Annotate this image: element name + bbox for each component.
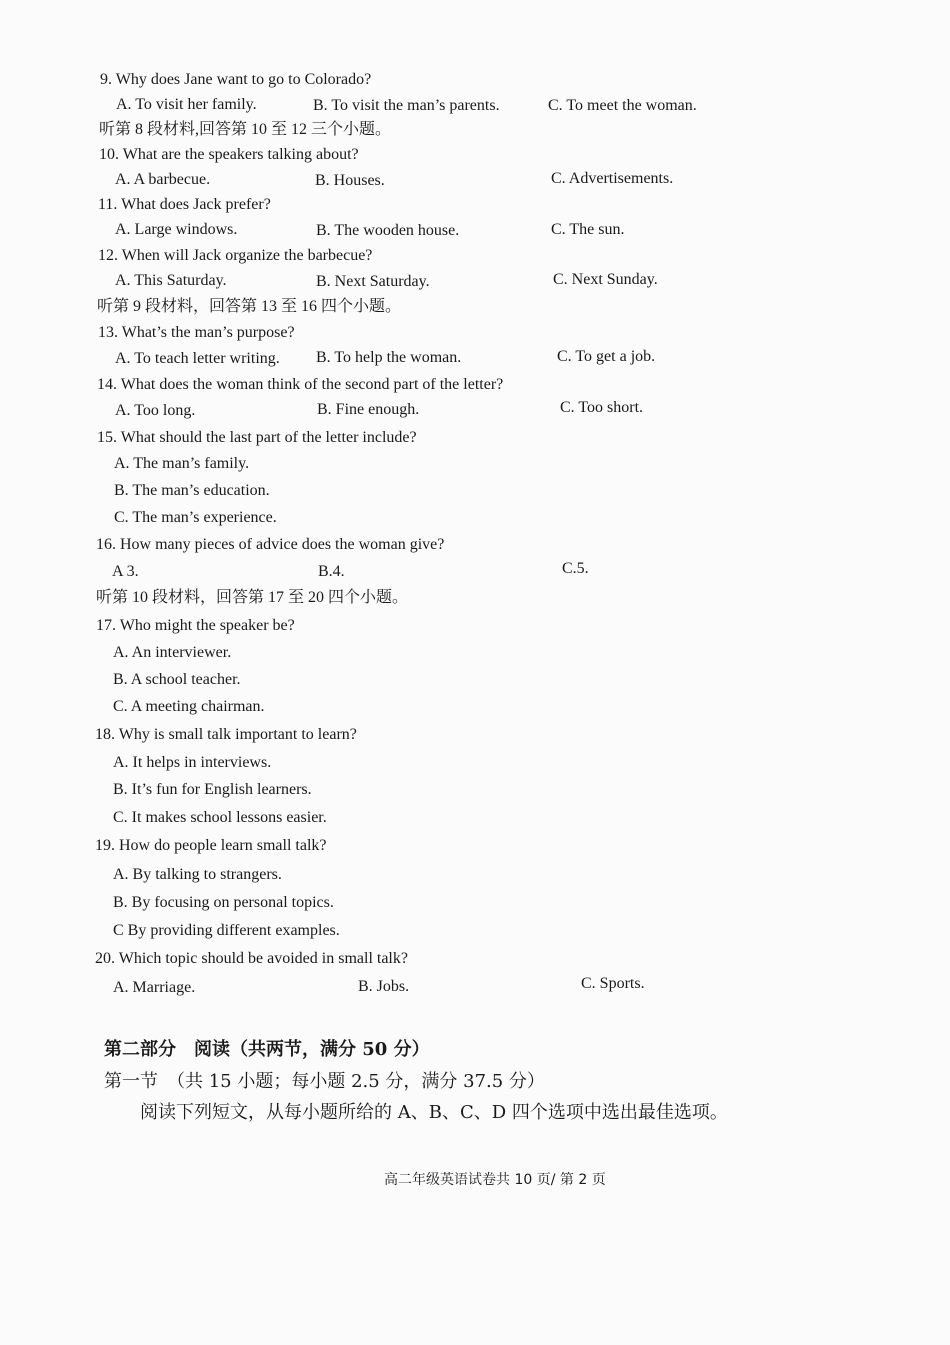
question-13-stem: 13. What’s the man’s purpose? (98, 324, 295, 341)
question-20-option-b: B. Jobs. (358, 978, 410, 995)
question-19-option-b: B. By focusing on personal topics. (113, 894, 334, 911)
question-10-option-b: B. Houses. (315, 172, 385, 189)
question-18-option-a: A. It helps in interviews. (113, 754, 272, 771)
question-15-option-a: A. The man’s family. (114, 455, 250, 472)
question-13-option-b: B. To help the woman. (316, 349, 462, 366)
question-20-stem: 20. Which topic should be avoided in small talk? (95, 950, 408, 967)
question-19-option-c: C By providing different examples. (113, 922, 340, 939)
question-18-option-c: C. It makes school lessons easier. (113, 809, 327, 826)
section-10-header: 听第 10 段材料，回答第 17 至 20 四个小题。 (96, 589, 409, 606)
question-16-option-a: A 3. (112, 563, 139, 580)
question-14-stem: 14. What does the woman think of the second part of the letter? (97, 376, 504, 393)
question-9-option-c: C. To meet the woman. (548, 97, 697, 114)
question-12-stem: 12. When will Jack organize the barbecue? (98, 247, 373, 264)
question-17-option-c: C. A meeting chairman. (113, 698, 265, 715)
question-18-option-b: B. It’s fun for English learners. (113, 781, 312, 798)
part-2-instruction: 阅读下列短文，从每小题所给的 A、B、C、D 四个选项中选出最佳选项。 (140, 1102, 728, 1123)
question-11-option-a: A. Large windows. (115, 221, 238, 238)
question-11-stem: 11. What does Jack prefer? (98, 196, 271, 213)
question-17-option-b: B. A school teacher. (113, 671, 241, 688)
question-16-stem: 16. How many pieces of advice does the woman give? (96, 536, 445, 553)
question-13-option-a: A. To teach letter writing. (115, 350, 280, 367)
question-12-option-b: B. Next Saturday. (316, 273, 430, 290)
question-10-stem: 10. What are the speakers talking about? (99, 146, 359, 163)
question-12-option-c: C. Next Sunday. (553, 271, 658, 288)
question-20-option-a: A. Marriage. (113, 979, 196, 996)
question-18-stem: 18. Why is small talk important to learn? (95, 726, 357, 743)
question-15-stem: 15. What should the last part of the letter include? (97, 429, 417, 446)
question-16-option-c: C.5. (562, 560, 589, 577)
section-8-header: 听第 8 段材料,回答第 10 至 12 三个小题。 (99, 121, 392, 138)
question-12-option-a: A. This Saturday. (115, 272, 227, 289)
question-9-option-b: B. To visit the man’s parents. (313, 97, 500, 114)
question-11-option-b: B. The wooden house. (316, 222, 460, 239)
question-10-option-c: C. Advertisements. (551, 170, 674, 187)
question-14-option-b: B. Fine enough. (317, 401, 420, 418)
question-9-option-a: A. To visit her family. (116, 96, 257, 113)
question-15-option-b: B. The man’s education. (114, 482, 270, 499)
section-9-header: 听第 9 段材料，回答第 13 至 16 四个小题。 (97, 298, 402, 315)
question-19-option-a: A. By talking to strangers. (113, 866, 282, 883)
question-20-option-c: C. Sports. (581, 975, 645, 992)
part-2-section-1-header: 第一节 （共 15 小题；每小题 2.5 分，满分 37.5 分） (104, 1071, 545, 1092)
part-2-title: 第二部分 阅读（共两节，满分 50 分） (104, 1039, 430, 1060)
question-15-option-c: C. The man’s experience. (114, 509, 277, 526)
question-16-option-b: B.4. (318, 563, 345, 580)
question-19-stem: 19. How do people learn small talk? (95, 837, 327, 854)
question-17-option-a: A. An interviewer. (113, 644, 232, 661)
question-13-option-c: C. To get a job. (557, 348, 656, 365)
question-14-option-c: C. Too short. (560, 399, 644, 416)
question-11-option-c: C. The sun. (551, 221, 625, 238)
page-footer: 高二年级英语试卷共 10 页/ 第 2 页 (384, 1172, 606, 1188)
question-14-option-a: A. Too long. (115, 402, 196, 419)
question-17-stem: 17. Who might the speaker be? (96, 617, 295, 634)
question-10-option-a: A. A barbecue. (115, 171, 211, 188)
question-9-stem: 9. Why does Jane want to go to Colorado? (100, 71, 372, 88)
